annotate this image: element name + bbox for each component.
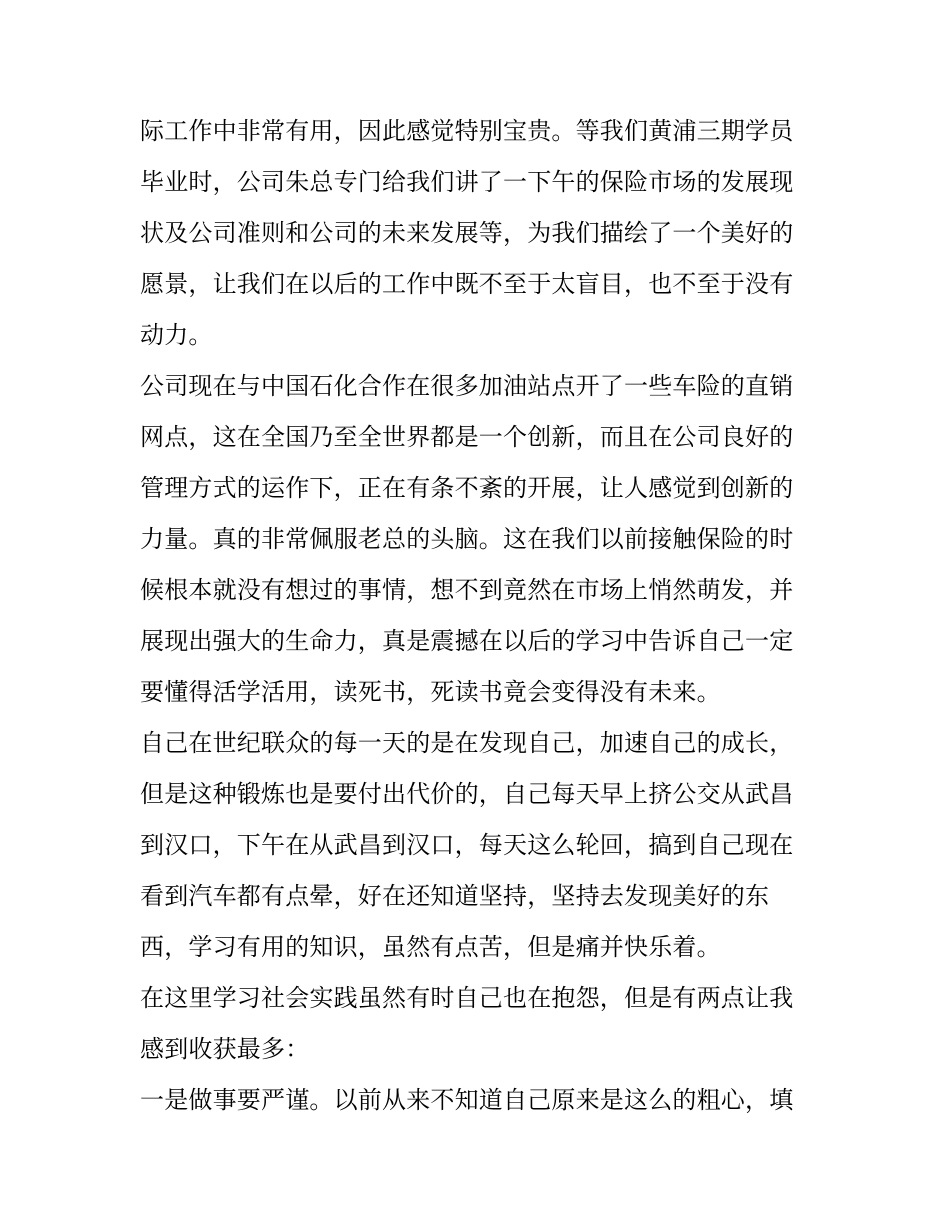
text-line: 际工作中非常有用，因此感觉特别宝贵。等我们黄浦三期学员	[140, 117, 794, 145]
text-line: 展现出强大的生命力，真是震撼在以后的学习中告诉自己一定	[140, 627, 794, 655]
text-line: 力量。真的非常佩服老总的头脑。这在我们以前接触保险的时	[140, 525, 794, 553]
text-line: 但是这种锻炼也是要付出代价的，自己每天早上挤公交从武昌	[140, 780, 794, 808]
text-line: 动力。	[140, 321, 213, 349]
text-line: 状及公司准则和公司的未来发展等，为我们描绘了一个美好的	[140, 219, 794, 247]
text-line: 看到汽车都有点晕，好在还知道坚持，坚持去发现美好的东	[140, 882, 770, 910]
text-line: 管理方式的运作下，正在有条不紊的开展，让人感觉到创新的	[140, 474, 794, 502]
text-line: 到汉口，下午在从武昌到汉口，每天这么轮回，搞到自己现在	[140, 831, 794, 859]
text-line: 愿景，让我们在以后的工作中既不至于太盲目，也不至于没有	[140, 270, 794, 298]
text-line: 一是做事要严谨。以前从来不知道自己原来是这么的粗心，填	[140, 1086, 794, 1114]
text-line: 在这里学习社会实践虽然有时自己也在抱怨，但是有两点让我	[140, 984, 794, 1012]
text-line: 公司现在与中国石化合作在很多加油站点开了一些车险的直销	[140, 372, 794, 400]
text-line: 网点，这在全国乃至全世界都是一个创新，而且在公司良好的	[140, 423, 794, 451]
text-line: 候根本就没有想过的事情，想不到竟然在市场上悄然萌发，并	[140, 576, 794, 604]
text-line: 西，学习有用的知识，虽然有点苦，但是痛并快乐着。	[140, 933, 721, 961]
text-line: 自己在世纪联众的每一天的是在发现自己，加速自己的成长，	[140, 729, 794, 757]
text-line: 要懂得活学活用，读死书，死读书竟会变得没有未来。	[140, 678, 721, 706]
document-body	[140, 106, 820, 1126]
text-line: 感到收获最多：	[140, 1035, 310, 1063]
text-line: 毕业时，公司朱总专门给我们讲了一下午的保险市场的发展现	[140, 168, 794, 196]
